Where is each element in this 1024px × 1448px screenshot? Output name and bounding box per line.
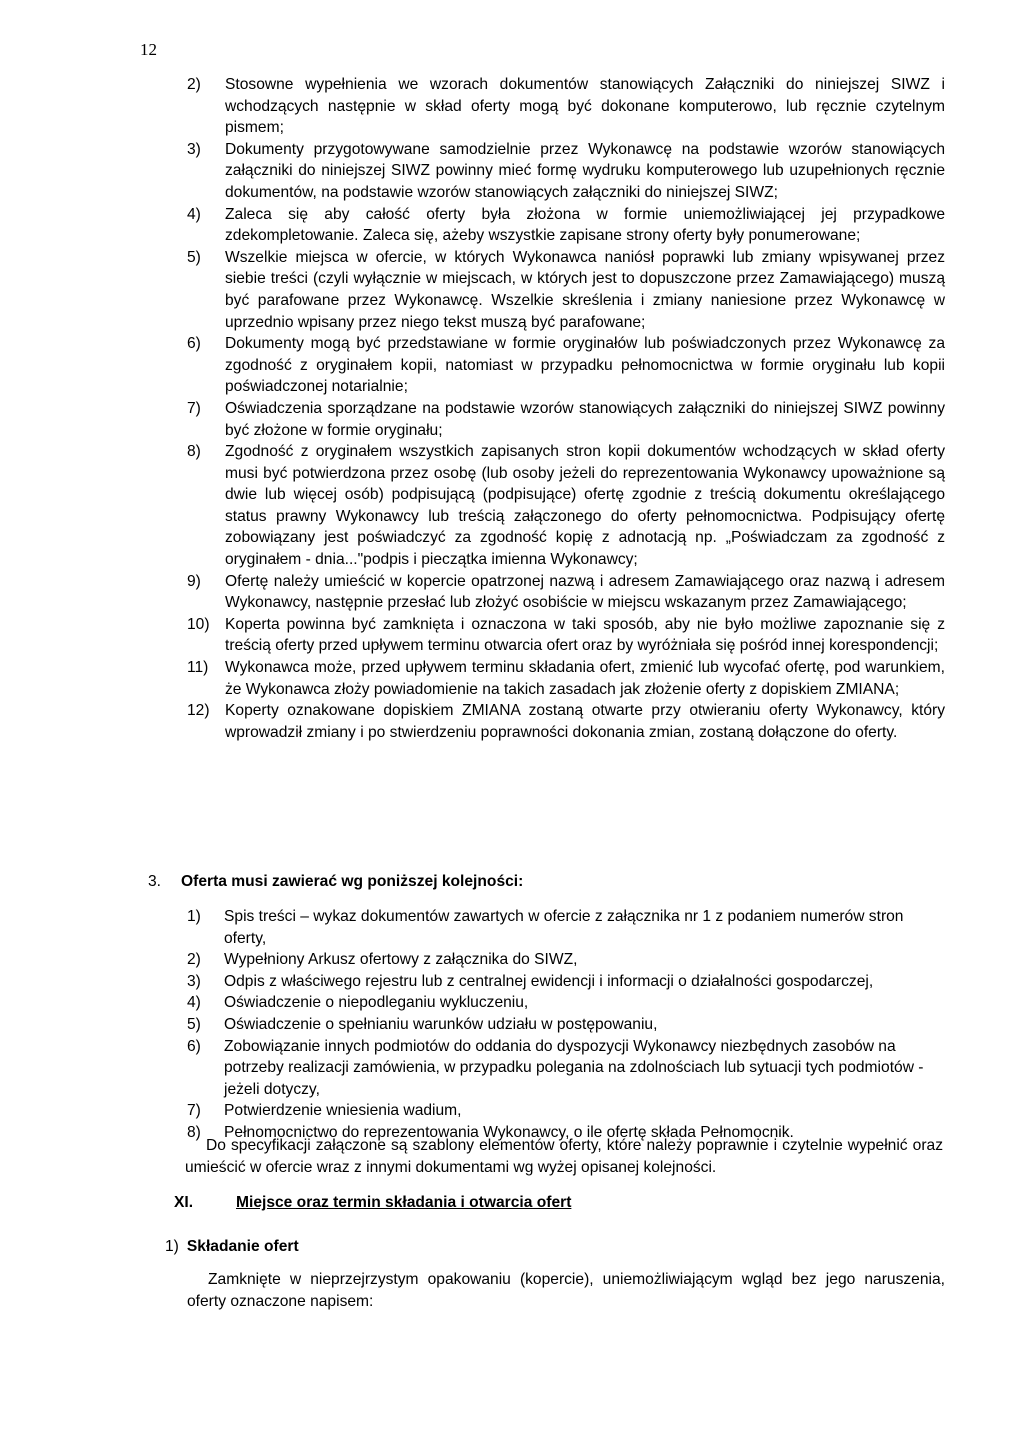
- list-item: [187, 441, 945, 571]
- item-text: Wykonawca może, przed upływem terminu składania ofert, zmienić lub wycofać ofertę, pod warunkiem, że Wykonawca złoży powiadomienie na takich zasadach jak złożenie oferty z dopiskiem ZMIANA;: [225, 659, 945, 698]
- item-text: Odpis z właściwego rejestru lub z centralnej ewidencji i informacji o działalności gospodarczej,: [224, 972, 874, 990]
- section-number: XI.: [174, 1194, 194, 1211]
- item-number: 8): [187, 1123, 201, 1141]
- item-number: 6): [187, 335, 201, 353]
- list-item: [187, 1014, 945, 1036]
- list-item: [187, 949, 945, 971]
- item-text: Oświadczenie o niepodleganiu wykluczeniu,: [224, 994, 529, 1012]
- subsection-title: Składanie ofert: [186, 1238, 299, 1255]
- templates-note-paragraph: Do specyfikacji załączone są szablony elementów oferty, które należy poprawnie i czytelnie wypełnić oraz umieścić w ofercie wraz z innymi dokumentami wg wyżej opisanej kolejności.: [185, 1137, 943, 1176]
- item-number: 9): [187, 572, 201, 590]
- item-text: Dokumenty przygotowywane samodzielnie przez Wykonawcę na podstawie wzorów stanowiących załączniki do niniejszej SIWZ powinny mieć formę wydruku komputerowego lub uzupełnionych ręcznie dokumentów, na podstawie wzorów stanowiących załączniki do niniejszej SIWZ;: [225, 140, 945, 201]
- list-item: [187, 992, 945, 1014]
- item-text: Spis treści – wykaz dokumentów zawartych w ofercie z załącznika nr 1 z podaniem numerów stron oferty,: [224, 908, 904, 947]
- item-number: 3): [187, 140, 201, 158]
- item-number: 7): [187, 1102, 201, 1120]
- list-item: [187, 1100, 945, 1122]
- item-number: 5): [187, 248, 201, 266]
- list-item: [187, 139, 945, 204]
- list-item: [187, 398, 945, 441]
- item-text: Stosowne wypełnienia we wzorach dokumentów stanowiących Załączniki do niniejszej SIWZ i wchodzących następnie w skład oferty mogą być dokonane komputerowo, lub ręcznie czytelnym pismem;: [225, 76, 945, 137]
- item-text: Koperta powinna być zamknięta i oznaczona w taki sposób, aby nie było możliwe zapoznanie się z treścią oferty przed upływem terminu otwarcia ofert oraz by wyróżniała się pośród innej korespondencji;: [225, 615, 945, 655]
- list-item: [187, 657, 945, 700]
- item-text: Ofertę należy umieścić w kopercie opatrzonej nazwą i adresem Zamawiającego oraz nazwą i adresem Wykonawcy, następnie przesłać lub złożyć osobiście w miejscu wskazanym przez Zamawiającego;: [225, 572, 945, 612]
- item-number: 8): [187, 443, 201, 461]
- item-text: Zaleca się aby całość oferty była złożona w formie uniemożliwiającej jej przypadkowe zdekompletowanie. Zaleca się, ażeby wszystkie zapisane strony oferty były ponumerowane;: [225, 205, 945, 245]
- item-text: Dokumenty mogą być przedstawiane w formie oryginałów lub poświadczonych przez Wykonawcę za zgodność z oryginałem kopii, natomiast w przypadku pełnomocnictwa w formie oryginału lub kopii poświadczonej notarialnie;: [225, 335, 945, 396]
- section-title: Oferta musi zawierać wg poniższej kolejności:: [181, 873, 524, 890]
- submission-paragraph: Zamknięte w nieprzejrzystym opakowaniu (kopercie), uniemożliwiającym wgląd bez jego naruszenia, oferty oznaczone napisem:: [187, 1271, 945, 1310]
- list-item: [187, 1036, 945, 1101]
- item-text: Zobowiązanie innych podmiotów do oddania do dyspozycji Wykonawcy niezbędnych zasobów na potrzeby realizacji zamówienia, w przypadku polegania na zdolnościach lub sytuacji tych podmiotów - jeżeli dotyczy,: [224, 1037, 924, 1098]
- section-title: Miejsce oraz termin składania i otwarcia ofert: [236, 1194, 572, 1211]
- item-text: Pełnomocnictwo do reprezentowania Wykonawcy, o ile ofertę składa Pełnomocnik.: [224, 1123, 794, 1141]
- item-text: Koperty oznakowane dopiskiem ZMIANA zostaną otwarte przy otwieraniu oferty Wykonawcy, który wprowadził zmiany i po stwierdzeniu poprawności dokonania zmian, zostaną dołączone do oferty.: [225, 702, 945, 741]
- item-text: Wypełniony Arkusz ofertowy z załącznika do SIWZ,: [224, 951, 578, 969]
- list-item: [187, 906, 945, 949]
- item-number: 4): [187, 205, 201, 223]
- item-number: 2): [187, 951, 201, 969]
- item-text: Zgodność z oryginałem wszystkich zapisanych stron kopii dokumentów wchodzących w skład oferty musi być potwierdzona przez osobę (lub osoby jeżeli do reprezentowania Wykonawcy upoważnione są dwie lub więcej osób) podpisującą (podpisujące) ofertę zgodnie z treścią dokumentu określającego status prawny Wykonawcy lub treścią załączonego do oferty pełnomocnictwa. Podpisujący ofertę zobowiązany jest poświadczyć za zgodność kopię z adnotacją np. „Poświadczam za zgodność z oryginałem - dnia..."podpis i pieczątka imienna Wykonawcy;: [225, 443, 945, 569]
- item-number: 11): [187, 659, 209, 677]
- list-item: [187, 571, 945, 614]
- item-number: 2): [187, 76, 201, 93]
- list-item: [187, 247, 945, 333]
- item-number: 6): [187, 1037, 201, 1055]
- list-item: [187, 204, 945, 247]
- list-item: [187, 700, 945, 743]
- item-text: Oświadczenie o spełnianiu warunków udziału w postępowaniu,: [224, 1015, 658, 1033]
- item-number: 1): [187, 908, 201, 925]
- item-text: Wszelkie miejsca w ofercie, w których Wykonawca naniósł poprawki lub zmiany wpisywanej przez siebie treści (czyli wyłącznie w miejscach, w których jest to dopuszczone przez Zamawiającego) muszą być parafowane przez Wykonawcę. Wszelkie skreślenia i zmiany naniesione przez Wykonawcę w uprzednio wpisany przez niego tekst muszą być parafowane;: [225, 248, 945, 331]
- item-number: 12): [187, 702, 210, 720]
- list-item: [187, 971, 945, 993]
- page-number: 12: [140, 40, 157, 59]
- list-item: [187, 74, 945, 139]
- section-3-heading: [148, 873, 523, 891]
- item-number: 4): [187, 994, 201, 1012]
- section-number: 3.: [148, 873, 162, 890]
- offer-contents-list: [187, 906, 945, 1144]
- subsection-heading: [165, 1238, 299, 1256]
- list-item: [187, 614, 945, 657]
- item-number: 10): [187, 615, 210, 633]
- subsection-number: 1): [165, 1238, 179, 1255]
- item-number: 5): [187, 1015, 201, 1033]
- section-xi-heading: [174, 1194, 571, 1212]
- item-text: Potwierdzenie wniesienia wadium,: [224, 1102, 462, 1120]
- item-number: 7): [187, 399, 201, 417]
- list-item: [187, 333, 945, 398]
- item-number: 3): [187, 972, 201, 990]
- requirements-list: [187, 74, 945, 743]
- item-text: Oświadczenia sporządzane na podstawie wzorów stanowiących załączniki do niniejszej SIWZ powinny być złożone w formie oryginału;: [225, 399, 945, 439]
